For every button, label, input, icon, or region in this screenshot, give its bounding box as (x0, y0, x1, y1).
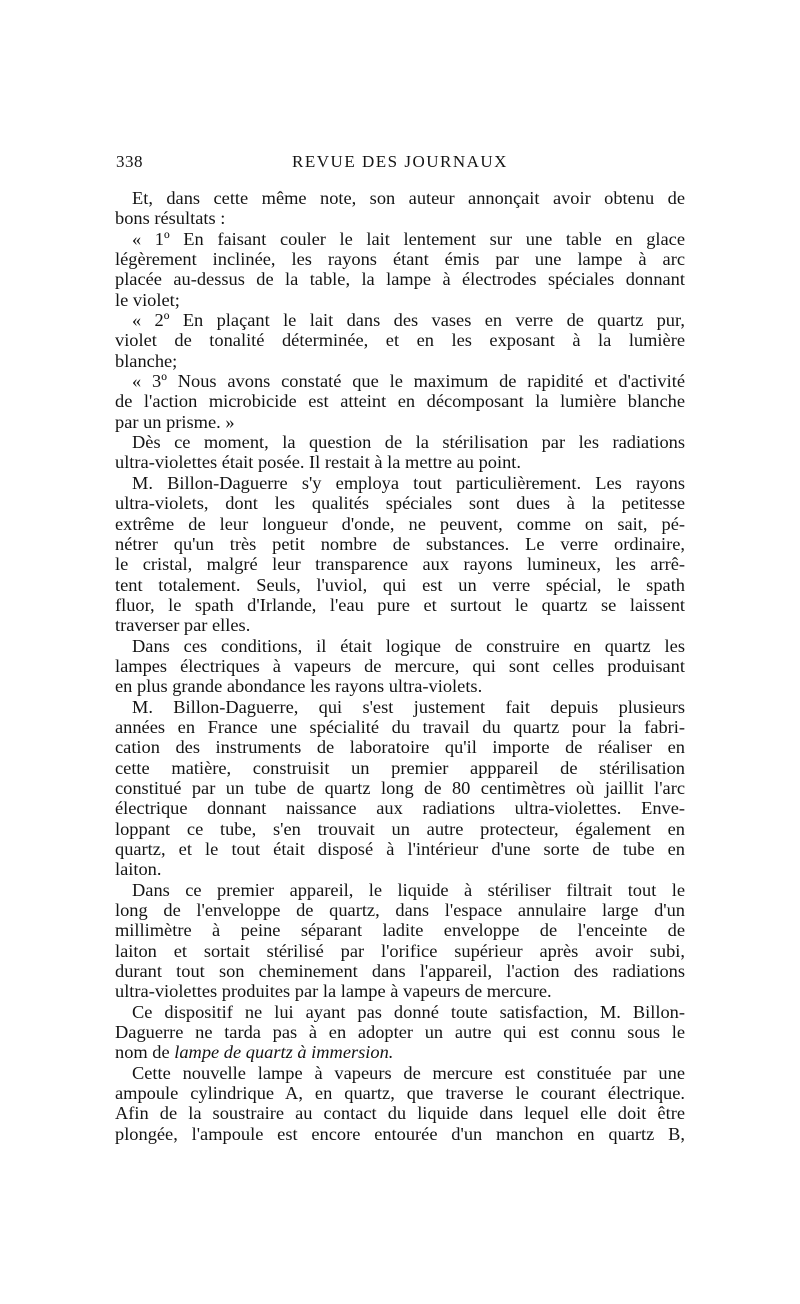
text-line-content: Dans ces conditions, il était logique de construire en quartz les (132, 635, 685, 656)
text-line (115, 798, 685, 818)
text-line (115, 1124, 685, 1144)
page-header (116, 152, 684, 178)
text-line-content: placée au-dessus de la table, la lampe à électrodes spéciales donnant (115, 269, 685, 290)
text-line-content: le violet; (115, 289, 180, 310)
text-line-content: cette matière, construisit un premier apppareil de stérilisation (115, 757, 685, 778)
text-line-content: Dans ce premier appareil, le liquide à stériliser filtrait tout le (132, 879, 685, 900)
text-line-content: « 1º En faisant couler le lait lentement sur une table en glace (132, 228, 685, 249)
text-line-content: ultra-violettes produites par la lampe à vapeurs de mercure. (115, 981, 552, 1002)
text-line (115, 961, 685, 981)
text-line-content: violet de tonalité déterminée, et en les exposant à la lumière (115, 330, 685, 351)
running-title: REVUE DES JOURNAUX (292, 152, 508, 171)
text-line-content: « 3º Nous avons constaté que le maximum de rapidité et d'activité (132, 371, 685, 392)
text-line (115, 351, 685, 371)
text-line (115, 880, 685, 900)
italic-term: lampe de quartz à immersion. (174, 1042, 394, 1063)
text-line-content: laiton. (115, 859, 162, 880)
text-line (115, 391, 685, 411)
text-line-content: loppant ce tube, s'en trouvait un autre protecteur, également en (115, 818, 685, 839)
text-line (115, 676, 685, 696)
text-line (115, 514, 685, 534)
text-line (115, 575, 685, 595)
text-line-content: ultra-violettes était posée. Il restait à la mettre au point. (115, 452, 521, 473)
text-line (115, 1083, 685, 1103)
text-line-content: laiton et sortait stérilisé par l'orifice supérieur après avoir subi, (115, 940, 685, 961)
text-line-content: légèrement inclinée, les rayons étant émis par une lampe à arc (115, 249, 685, 270)
text-line-content: quartz, et le tout était disposé à l'intérieur d'une sorte de tube en (115, 839, 685, 859)
text-line (115, 941, 685, 961)
text-line-content: « 2º En plaçant le lait dans des vases en verre de quartz pur, (132, 310, 685, 331)
text-line (115, 1002, 685, 1022)
text-line-content: traverser par elles. (115, 615, 251, 636)
text-line (115, 920, 685, 940)
text-line (115, 1022, 685, 1042)
text-line-content: par un prisme. » (115, 411, 235, 432)
text-line-content: ampoule cylindrique A, en quartz, que traverse le courant électrique. (115, 1083, 685, 1104)
text-line-content: bons résultats : (115, 208, 226, 229)
body-text (115, 188, 685, 1144)
text-line-content: nétrer qu'un très petit nombre de substances. Le verre ordinaire, (115, 533, 685, 554)
text-line-content: Dès ce moment, la question de la stérilisation par les radiations (132, 432, 685, 453)
text-line-content: Et, dans cette même note, son auteur annonçait avoir obtenu de (132, 188, 685, 208)
text-line (115, 290, 685, 310)
text-line (115, 208, 685, 228)
text-line-content: le cristal, malgré leur transparence aux rayons lumineux, les arrê- (115, 554, 685, 575)
text-line (115, 1042, 685, 1062)
text-line (115, 900, 685, 920)
page-number: 338 (116, 152, 143, 171)
text-line-content: ultra-violets, dont les qualités spéciales sont dues à la petitesse (115, 493, 685, 514)
text-line (115, 1103, 685, 1123)
text-line (115, 473, 685, 493)
text-line-content: électrique donnant naissance aux radiations ultra-violettes. Enve- (115, 798, 685, 819)
text-line (115, 249, 685, 269)
text-line-content: extrême de leur longueur d'onde, ne peuvent, comme on sait, pé- (115, 513, 685, 534)
text-line (115, 310, 685, 330)
text-line-content: M. Billon-Daguerre, qui s'est justement fait depuis plusieurs (132, 696, 685, 717)
text-line (115, 269, 685, 289)
text-line-content: années en France une spécialité du travail du quartz pour la fabri- (115, 716, 685, 737)
text-line (115, 819, 685, 839)
text-line (115, 839, 685, 859)
text-line (115, 330, 685, 350)
text-line (115, 554, 685, 574)
text-line-content: de l'action microbicide est atteint en décomposant la lumière blanche (115, 391, 685, 412)
text-line-content: blanche; (115, 350, 178, 371)
text-line-content: lampes électriques à vapeurs de mercure, qui sont celles produisant (115, 655, 685, 676)
text-line-content: M. Billon-Daguerre s'y employa tout particulièrement. Les rayons (132, 472, 685, 493)
text-line (115, 229, 685, 249)
text-line-content: durant tout son cheminement dans l'appareil, l'action des radiations (115, 961, 685, 982)
text-line (115, 758, 685, 778)
text-line (115, 717, 685, 737)
text-line (115, 859, 685, 879)
text-line-content: nom de (115, 1042, 175, 1063)
text-line (115, 432, 685, 452)
text-line (115, 778, 685, 798)
text-line-content: plongée, l'ampoule est encore entourée d'un manchon en quartz B, (115, 1123, 685, 1144)
text-line-content: Daguerre ne tarda pas à en adopter un autre qui est connu sous le (115, 1022, 685, 1043)
text-line-content: cation des instruments de laboratoire qu'il importe de réaliser en (115, 737, 685, 758)
text-line-content: tent totalement. Seuls, l'uviol, qui est un verre spécial, le spath (115, 574, 685, 595)
text-line (115, 534, 685, 554)
text-line (115, 412, 685, 432)
text-line (115, 1063, 685, 1083)
text-line (115, 656, 685, 676)
text-line (115, 371, 685, 391)
text-line (115, 636, 685, 656)
text-line (115, 493, 685, 513)
text-line (115, 595, 685, 615)
text-line (115, 981, 685, 1001)
text-line-content: Afin de la soustraire au contact du liquide dans lequel elle doit être (115, 1103, 685, 1124)
text-line-content: constitué par un tube de quartz long de 80 centimètres où jaillit l'arc (115, 777, 685, 798)
text-line-content: millimètre à peine séparant ladite enveloppe de l'enceinte de (115, 920, 685, 941)
text-line (115, 615, 685, 635)
text-line-content: long de l'enveloppe de quartz, dans l'espace annulaire large d'un (115, 900, 685, 921)
text-line (115, 452, 685, 472)
text-line-content: en plus grande abondance les rayons ultra-violets. (115, 676, 483, 697)
text-line (115, 188, 685, 208)
text-line (115, 737, 685, 757)
text-line-content: Ce dispositif ne lui ayant pas donné toute satisfaction, M. Billon- (132, 1001, 685, 1022)
text-line (115, 697, 685, 717)
text-line-content: fluor, le spath d'Irlande, l'eau pure et surtout le quartz se laissent (115, 594, 685, 615)
text-line-content: Cette nouvelle lampe à vapeurs de mercure est constituée par une (132, 1062, 685, 1083)
